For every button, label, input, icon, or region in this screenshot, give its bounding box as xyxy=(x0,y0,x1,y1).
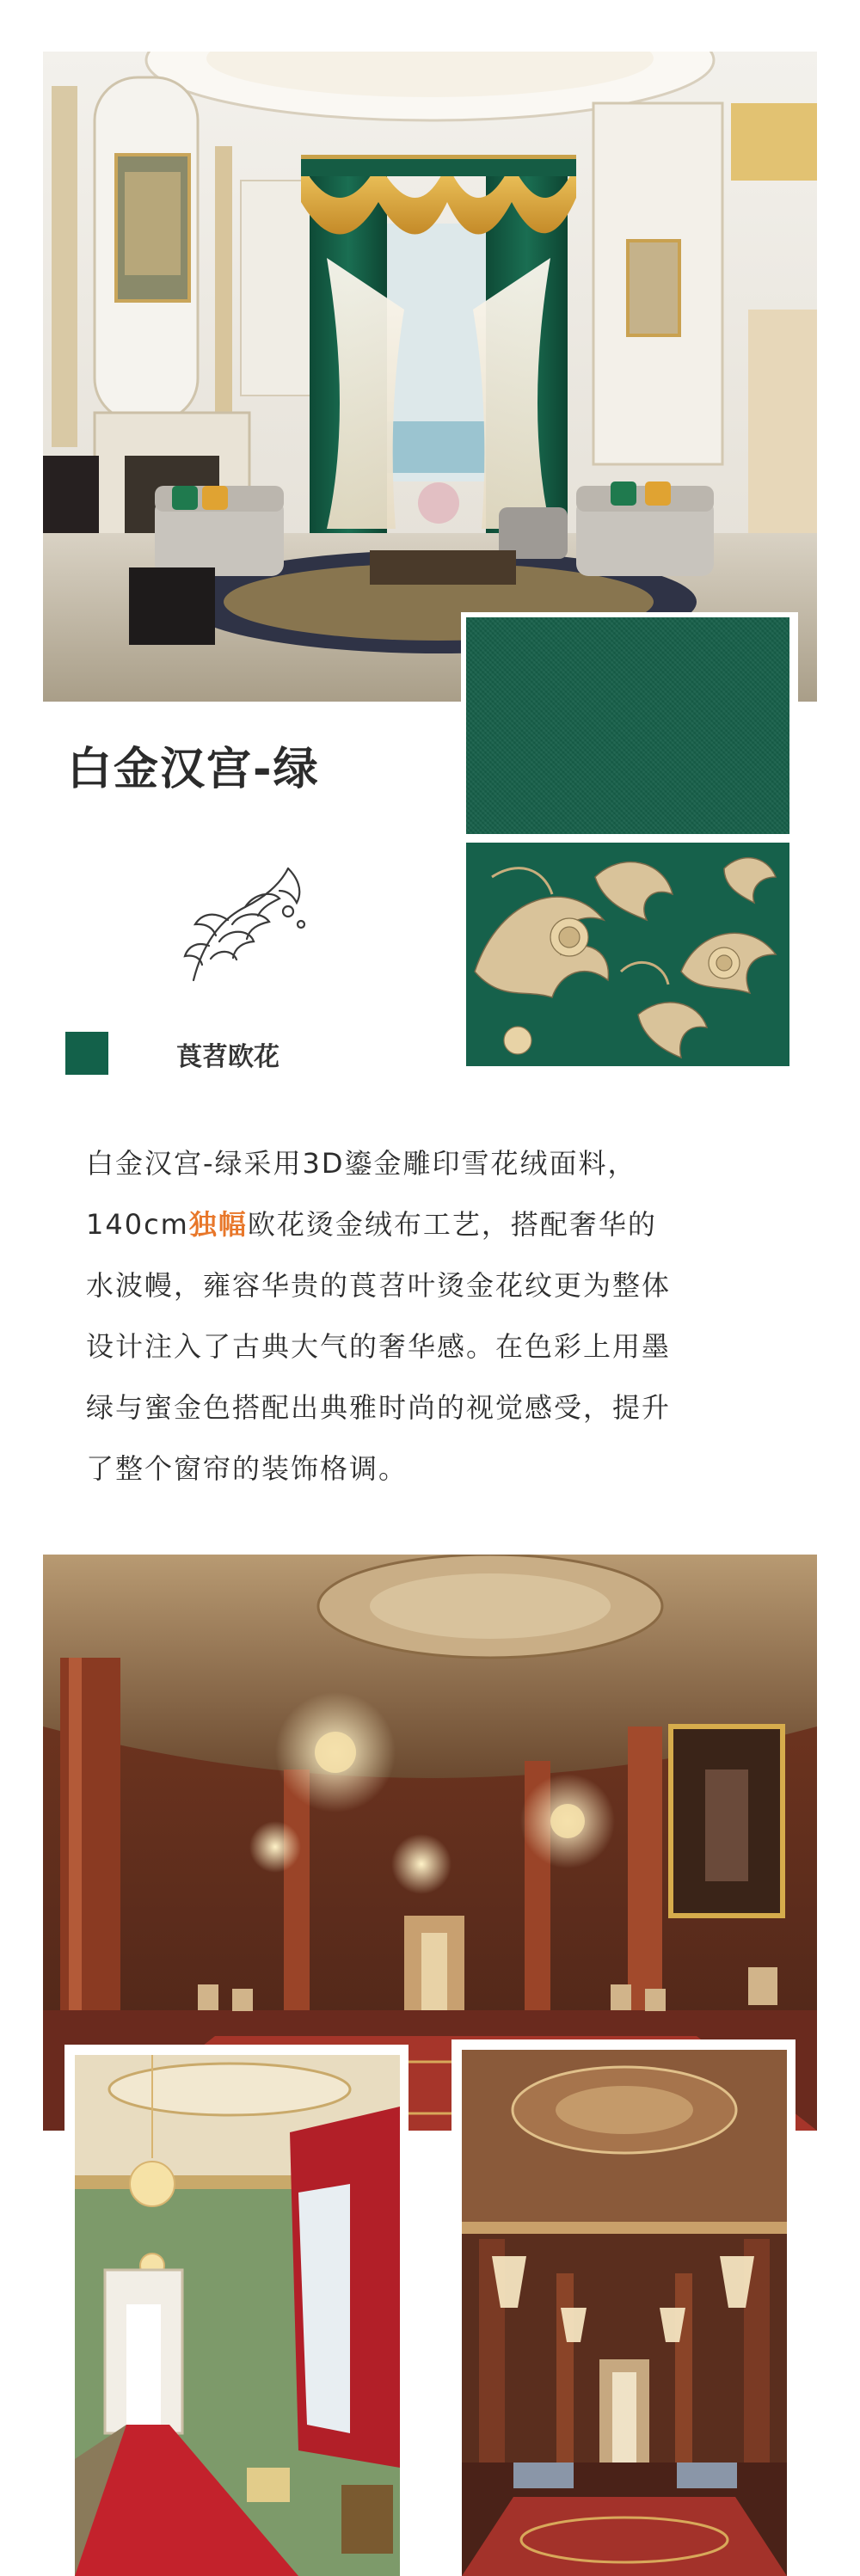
acanthus-ornament-icon xyxy=(168,860,314,989)
color-name-label: 莨苕欧花 xyxy=(176,1042,280,1072)
fabric-swatch-pattern xyxy=(461,839,798,1071)
living-room-photo xyxy=(43,52,817,702)
product-description xyxy=(86,1133,787,1500)
description-text: 140cm xyxy=(86,1208,189,1241)
description-line: 了整个窗帘的装饰格调。 xyxy=(86,1452,408,1485)
color-swatch-chip xyxy=(65,1032,108,1075)
description-line: 白金汉宫-绿采用3D鎏金雕印雪花绒面料， xyxy=(86,1147,637,1180)
description-line: 绿与蜜金色搭配出典雅时尚的视觉感受，提升 xyxy=(86,1391,672,1424)
palace-hall-photo xyxy=(452,2039,796,2576)
description-highlight: 独幅 xyxy=(188,1208,248,1241)
description-line: 设计注入了古典大气的奢华感。在色彩上用墨 xyxy=(86,1330,672,1363)
description-text: 欧花烫金绒布工艺，搭配奢华的 xyxy=(247,1208,657,1241)
palace-corridor-photo xyxy=(64,2045,408,2576)
product-title: 白金汉宫-绿 xyxy=(67,744,320,795)
fabric-swatch-plain xyxy=(461,612,798,839)
description-line: 水波幔，雍容华贵的莨苕叶烫金花纹更为整体 xyxy=(86,1269,672,1302)
description-line xyxy=(86,1194,787,1255)
